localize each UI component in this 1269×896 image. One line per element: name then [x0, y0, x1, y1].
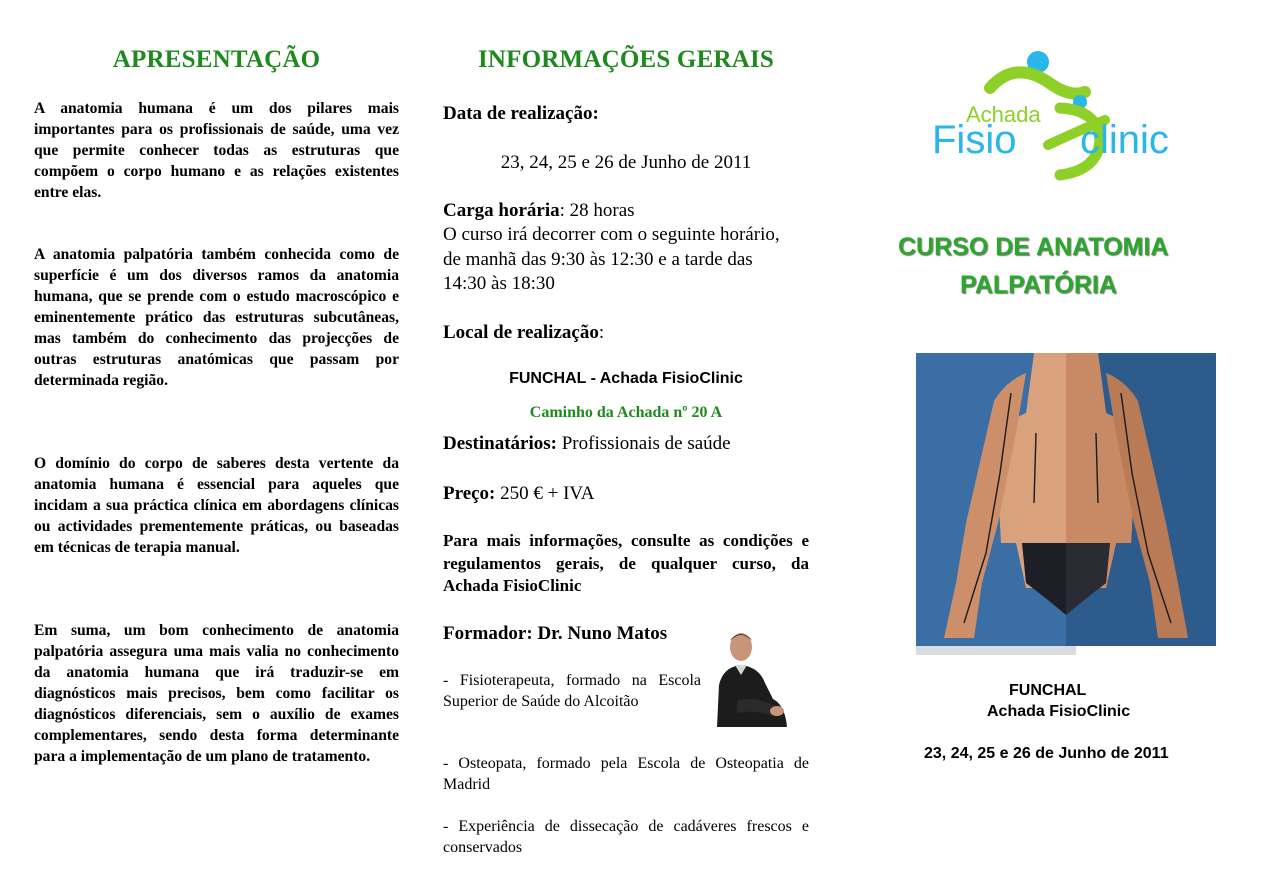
location-label: Local de realização	[443, 322, 599, 343]
hours-line	[443, 199, 809, 224]
logo-graphic	[930, 50, 1200, 185]
presentation-paragraph: O domínio do corpo de saberes desta vertente da anatomia humana é essencial para aqueles que incidam a sua práctica clínica em abordagens clínicas ou actividades prementemente práticas, ou baseadas em técnicas de terapia manual.	[34, 455, 399, 556]
audience-line	[443, 432, 809, 457]
svg-text:clinic: clinic	[1080, 118, 1169, 162]
hours-label: Carga horária	[443, 200, 560, 221]
info-heading: INFORMAÇÕES GERAIS	[478, 46, 774, 73]
cover-dates: 23, 24, 25 e 26 de Junho de 2011	[924, 745, 1169, 762]
schedule-text: O curso irá decorrer com o seguinte horário, de manhã das 9:30 às 12:30 e a tarde das 14:30 às 18:30	[443, 224, 780, 294]
presentation-paragraph: Em suma, um bom conhecimento de anatomia palpatória assegura uma mais valia no conhecimento da anatomia humana que irá traduzir-se em diagnósticos mais precisos, bem como facilitar os diagnósticos diferenciais, sem o auxílio de exames complementares, sendo desta forma determinante para a implementação de um plano de tratamento.	[34, 622, 399, 765]
svg-text:Fisio: Fisio	[932, 118, 1017, 162]
date-value: 23, 24, 25 e 26 de Junho de 2011	[500, 152, 752, 173]
date-label: Data de realização:	[443, 103, 599, 124]
presentation-column	[34, 0, 399, 765]
price-value: 250 € + IVA	[495, 483, 595, 504]
cover-city: FUNCHAL	[1009, 682, 1087, 699]
location-place: FUNCHAL - Achada FisioClinic	[509, 370, 743, 387]
price-line	[443, 482, 809, 507]
price-label: Preço:	[443, 483, 496, 504]
trainer-heading: Formador: Dr. Nuno Matos	[443, 623, 668, 644]
location-address: Caminho da Achada nº 20 A	[529, 404, 723, 421]
cover-clinic: Achada FisioClinic	[987, 703, 1131, 720]
anatomy-image	[916, 353, 1216, 655]
location-line: Local de realização:	[443, 322, 605, 343]
course-title-line2: PALPATÓRIA	[960, 271, 1117, 299]
hours-value: : 28 horas	[559, 200, 635, 221]
trainer-item: - Experiência de dissecação de cadáveres frescos e conservados	[443, 818, 809, 856]
fisioclinic-logo	[930, 50, 1200, 185]
trainer-item: - Osteopata, formado pela Escola de Osteopatia de Madrid	[443, 755, 809, 793]
presentation-paragraph: A anatomia humana é um dos pilares mais importantes para os profissionais de saúde, uma vez que permite conhecer todas as estruturas que compõem o corpo humano e as relações existentes entre elas.	[34, 100, 399, 201]
trainer-item: - Fisioterapeuta, formado na Escola Superior de Saúde do Alcoitão	[443, 672, 701, 710]
course-title-line1: CURSO DE ANATOMIA	[898, 233, 1169, 261]
svg-text:Achada: Achada	[966, 102, 1041, 127]
audience-value: Profissionais de saúde	[556, 433, 731, 454]
audience-label: Destinatários:	[443, 433, 557, 454]
presentation-heading: APRESENTAÇÃO	[112, 46, 321, 73]
presentation-paragraph: A anatomia palpatória também conhecida como de superfície é um dos diversos ramos da anatomia humana, que se prende com o estudo macroscópico e eminentemente prático das estruturas subcutâneas, mas também do conhecimento das projecções de outras estruturas anatómicas que passam por determinada região.	[34, 246, 399, 389]
more-info-text: Para mais informações, consulte as condições e regulamentos gerais, de qualquer curso, da Achada FisioClinic	[443, 531, 809, 595]
trainer-photo	[715, 627, 789, 727]
